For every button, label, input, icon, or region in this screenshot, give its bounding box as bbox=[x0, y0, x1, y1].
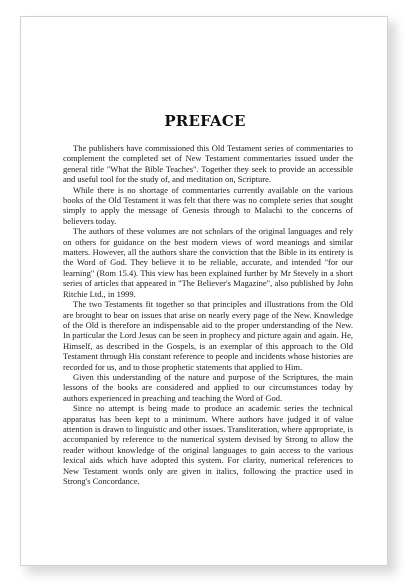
document-page bbox=[20, 16, 388, 566]
paragraph-3: The authors of these volumes are not scholars of the original languages and rely on others for guidance on the best modern views of word meanings and similar matters. However, all the authors share the conviction that the Bible in its entirety is the Word of God. They believe it to be reliable, accurate, and intended "for our learning" (Rom 15.4). This view has been explained further by Mr Stevely in a short series of articles that appeared in "The Believer's Magazine", also published by John Ritchie Ltd., in 1999. bbox=[63, 226, 353, 299]
paragraph-4: The two Testaments fit together so that principles and illustrations from the Old are brought to bear on issues that arise on nearly every page of the New. Knowledge of the Old is therefore an indispensable aid to the proper understanding of the New. In particular the Lord Jesus can be seen in prophecy and picture again and again. He, Himself, as described in the Gospels, is an exemplar of this approach to the Old Testament through His constant reference to people and incidents whose histories are recorded for us, and to those prophetic statements that applied to Him. bbox=[63, 299, 353, 372]
page-title: PREFACE bbox=[164, 112, 246, 130]
paragraph-1: The publishers have commissioned this Old Testament series of commentaries to complement the completed set of New Testament commentaries issued under the general title "What the Bible Teaches". Together they seek to provide an accessible and useful tool for the study of, and meditation on, Scripture. bbox=[63, 143, 353, 185]
paragraph-6: Since no attempt is being made to produce an academic series the technical apparatus has been kept to a minimum. Where authors have judged it of value attention is drawn to linguistic and other issues. Transliteration, where appropriate, is accompanied by reference to the numerical system devised by Strong to allow the reader without knowledge of the original languages to gain access to the various lexical aids which have adopted this system. For clarity, numerical references to New Testament words only are given in italics, following the practice used in Strong's Concordance. bbox=[63, 403, 353, 486]
paragraph-2: While there is no shortage of commentaries currently available on the various books of the Old Testament it was felt that there was no complete series that sought simply to apply the message of Genesis through to Malachi to the concerns of believers today. bbox=[63, 184, 353, 226]
paragraph-5: Given this understanding of the nature and purpose of the Scriptures, the main lessons of the books are considered and applied to our circumstances today by authors experienced in preaching and teaching the Word of God. bbox=[63, 371, 353, 403]
preface-body bbox=[63, 143, 353, 486]
